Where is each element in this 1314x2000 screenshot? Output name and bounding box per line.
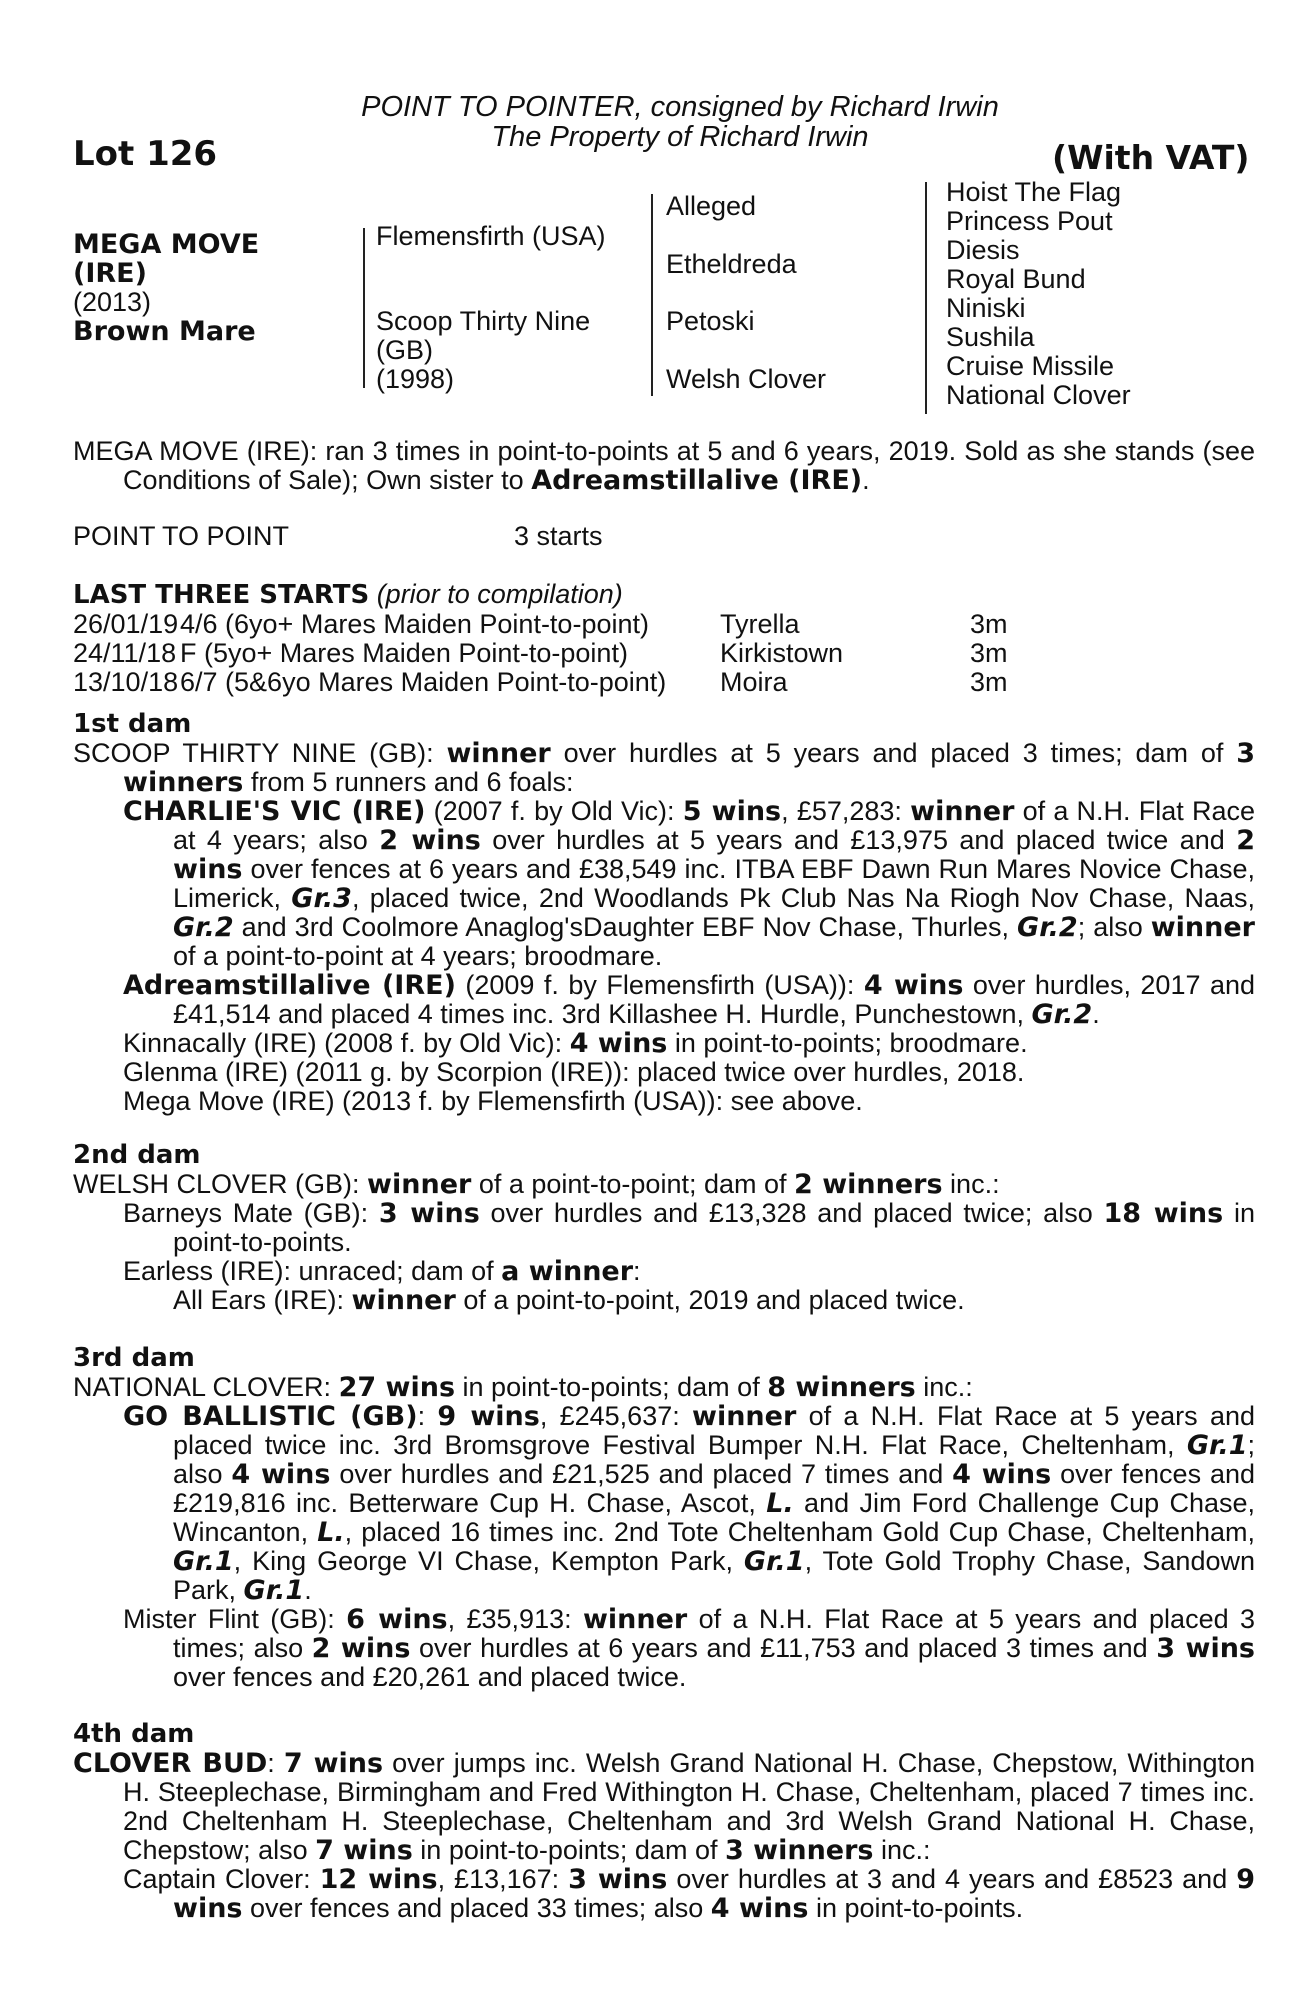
ancestor: Princess Pout <box>946 206 1113 236</box>
ancestor: Niniski <box>946 293 1026 323</box>
progeny-mega-move: Mega Move (IRE) (2013 f. by Flemensfirth (USA)): see above. <box>123 1086 863 1116</box>
fourth-dam-section <box>73 1720 1255 1923</box>
first-dam-title: 1st dam <box>73 709 192 739</box>
second-dam-section <box>73 1141 1255 1315</box>
first-dam-section <box>73 710 1255 1116</box>
third-dam-section <box>73 1344 1255 1692</box>
last-three-title: LAST THREE STARTS <box>73 580 370 610</box>
property-line: The Property of Richard Irwin <box>491 121 869 153</box>
third-dam-title: 3rd dam <box>73 1343 195 1373</box>
sire: Flemensfirth (USA) <box>376 221 606 251</box>
lot-number: Lot 126 <box>73 134 218 174</box>
consignor-line: POINT TO POINTER, consigned by Richard Irwin <box>361 91 999 123</box>
last-three-subtitle: (prior to compilation) <box>376 579 623 609</box>
start-row: 26/01/19 4/6 (6yo+ Mares Maiden Point-to-point) Tyrella 3m <box>73 609 1008 639</box>
progeny-charlies-vic: CHARLIE'S VIC (IRE) (2007 f. by Old Vic): 5 wins, £57,283: winner of a N.H. Flat Race at 4 years; also 2 wins over hurdles at 5 years and £13,975 and placed twice and 2 wins over fences at 6 years and £38,549 inc. ITBA EBF Dawn Run Mares Novice Chase, Limerick, Gr.3, placed twice, 2nd Woodlands Pk Club Nas Na Riogh Nov Chase, Naas, Gr.2 and 3rd Coolmore Anaglog'sDaughter EBF Nov Chase, Thurles, Gr.2; also winner of a point-to-point at 4 years; broodmare. <box>123 796 1255 971</box>
ancestor: Sushila <box>946 322 1035 352</box>
horse-description: Brown Mare <box>73 316 256 347</box>
progeny-adreamstillalive: Adreamstillalive (IRE) (2009 f. by Flemensfirth (USA)): 4 wins over hurdles, 2017 and £41,514 and placed 4 times inc. 3rd Killashee H. Hurdle, Punchestown, Gr.2. <box>123 970 1255 1030</box>
dam-year: (1998) <box>376 364 455 394</box>
progeny-kinnacally: Kinnacally (IRE) (2008 f. by Old Vic): 4 wins in point-to-points; broodmare. <box>123 1028 1028 1059</box>
ancestor: Cruise Missile <box>946 351 1115 381</box>
horse-identity <box>73 230 259 346</box>
second-dam-intro: WELSH CLOVER (GB): winner of a point-to-point; dam of 2 winners inc.: <box>73 1169 1000 1200</box>
vat-label: (With VAT) <box>1052 138 1250 177</box>
dam-sire: Petoski <box>666 306 755 336</box>
dam-country: (GB) <box>376 335 433 365</box>
ancestor: National Clover <box>946 380 1131 410</box>
progeny-captain-clover: Captain Clover: 12 wins, £13,167: 3 wins over hurdles at 3 and 4 years and £8523 and 9 wins over fences and placed 33 times; also 4 wins in point-to-points. <box>123 1864 1256 1924</box>
progeny-barneys-mate: Barneys Mate (GB): 3 wins over hurdles and £13,328 and placed twice; also 18 wins in point-to-points. <box>123 1198 1255 1257</box>
progeny-all-ears: All Ears (IRE): winner of a point-to-point, 2019 and placed twice. <box>173 1285 965 1316</box>
race-summary: MEGA MOVE (IRE): ran 3 times in point-to-points at 5 and 6 years, 2019. Sold as she stands (see Conditions of Sale); Own sister to Adreamstillalive (IRE). <box>73 436 1255 496</box>
start-row: 13/10/18 6/7 (5&6yo Mares Maiden Point-to-point) Moira 3m <box>73 667 1008 697</box>
dam-dam: Welsh Clover <box>666 364 827 394</box>
ancestor: Diesis <box>946 235 1020 265</box>
progeny-mister-flint: Mister Flint (GB): 6 wins, £35,913: winner of a N.H. Flat Race at 5 years and placed 3 times; also 2 wins over hurdles at 6 years and £11,753 and placed 3 times and 3 wins over fences and £20,261 and placed twice. <box>123 1604 1255 1692</box>
pedigree-bracket-1 <box>363 228 365 388</box>
third-generation <box>946 178 1131 410</box>
sire-sire: Alleged <box>666 191 757 221</box>
second-dam-title: 2nd dam <box>73 1140 201 1170</box>
progeny-glenma: Glenma (IRE) (2011 g. by Scorpion (IRE)): placed twice over hurdles, 2018. <box>123 1057 1025 1087</box>
ancestor: Royal Bund <box>946 264 1086 294</box>
dam-name: Scoop Thirty Nine <box>376 306 591 336</box>
horse-year: (2013) <box>73 287 152 317</box>
progeny-go-ballistic: GO BALLISTIC (GB): 9 wins, £245,637: winner of a N.H. Flat Race at 5 years and placed twice inc. 3rd Bromsgrove Festival Bumper N.H. Flat Race, Cheltenham, Gr.1; also 4 wins over hurdles and £21,525 and placed 7 times and 4 wins over fences and £219,816 inc. Betterware Cup H. Chase, Ascot, L. and Jim Ford Challenge Cup Chase, Wincanton, L., placed 16 times inc. 2nd Tote Cheltenham Gold Cup Chase, Cheltenham, Gr.1, King George VI Chase, Kempton Park, Gr.1, Tote Gold Trophy Chase, Sandown Park, Gr.1. <box>123 1401 1256 1606</box>
ptp-starts: 3 starts <box>514 521 603 551</box>
fourth-dam-title: 4th dam <box>73 1719 195 1749</box>
horse-name: MEGA MOVE <box>73 229 260 260</box>
last-three-starts <box>73 580 1255 697</box>
start-row: 24/11/18 F (5yo+ Mares Maiden Point-to-point) Kirkistown 3m <box>73 638 1008 668</box>
third-dam-intro: NATIONAL CLOVER: 27 wins in point-to-points; dam of 8 winners inc.: <box>73 1372 973 1403</box>
pedigree-bracket-2 <box>651 194 653 396</box>
ptp-label: POINT TO POINT <box>73 521 290 551</box>
horse-country: (IRE) <box>73 258 147 289</box>
pedigree-bracket-3 <box>925 182 927 414</box>
progeny-earless: Earless (IRE): unraced; dam of a winner: <box>123 1256 641 1287</box>
first-dam-intro: SCOOP THIRTY NINE (GB): winner over hurdles at 5 years and placed 3 times; dam of 3 winners from 5 runners and 6 foals: <box>73 738 1255 798</box>
point-to-point-record <box>73 522 1255 551</box>
ancestor: Hoist The Flag <box>946 177 1122 207</box>
dam <box>376 307 590 394</box>
sire-dam: Etheldreda <box>666 249 797 279</box>
fourth-dam-clover-bud: CLOVER BUD: 7 wins over jumps inc. Welsh Grand National H. Chase, Chepstow, Withington H. Steeplechase, Birmingham and Fred Withington H. Chase, Cheltenham, placed 7 times inc. 2nd Cheltenham H. Steeplechase, Cheltenham and 3rd Welsh Grand National H. Chase, Chepstow; also 7 wins in point-to-points; dam of 3 winners inc.: <box>73 1748 1255 1866</box>
